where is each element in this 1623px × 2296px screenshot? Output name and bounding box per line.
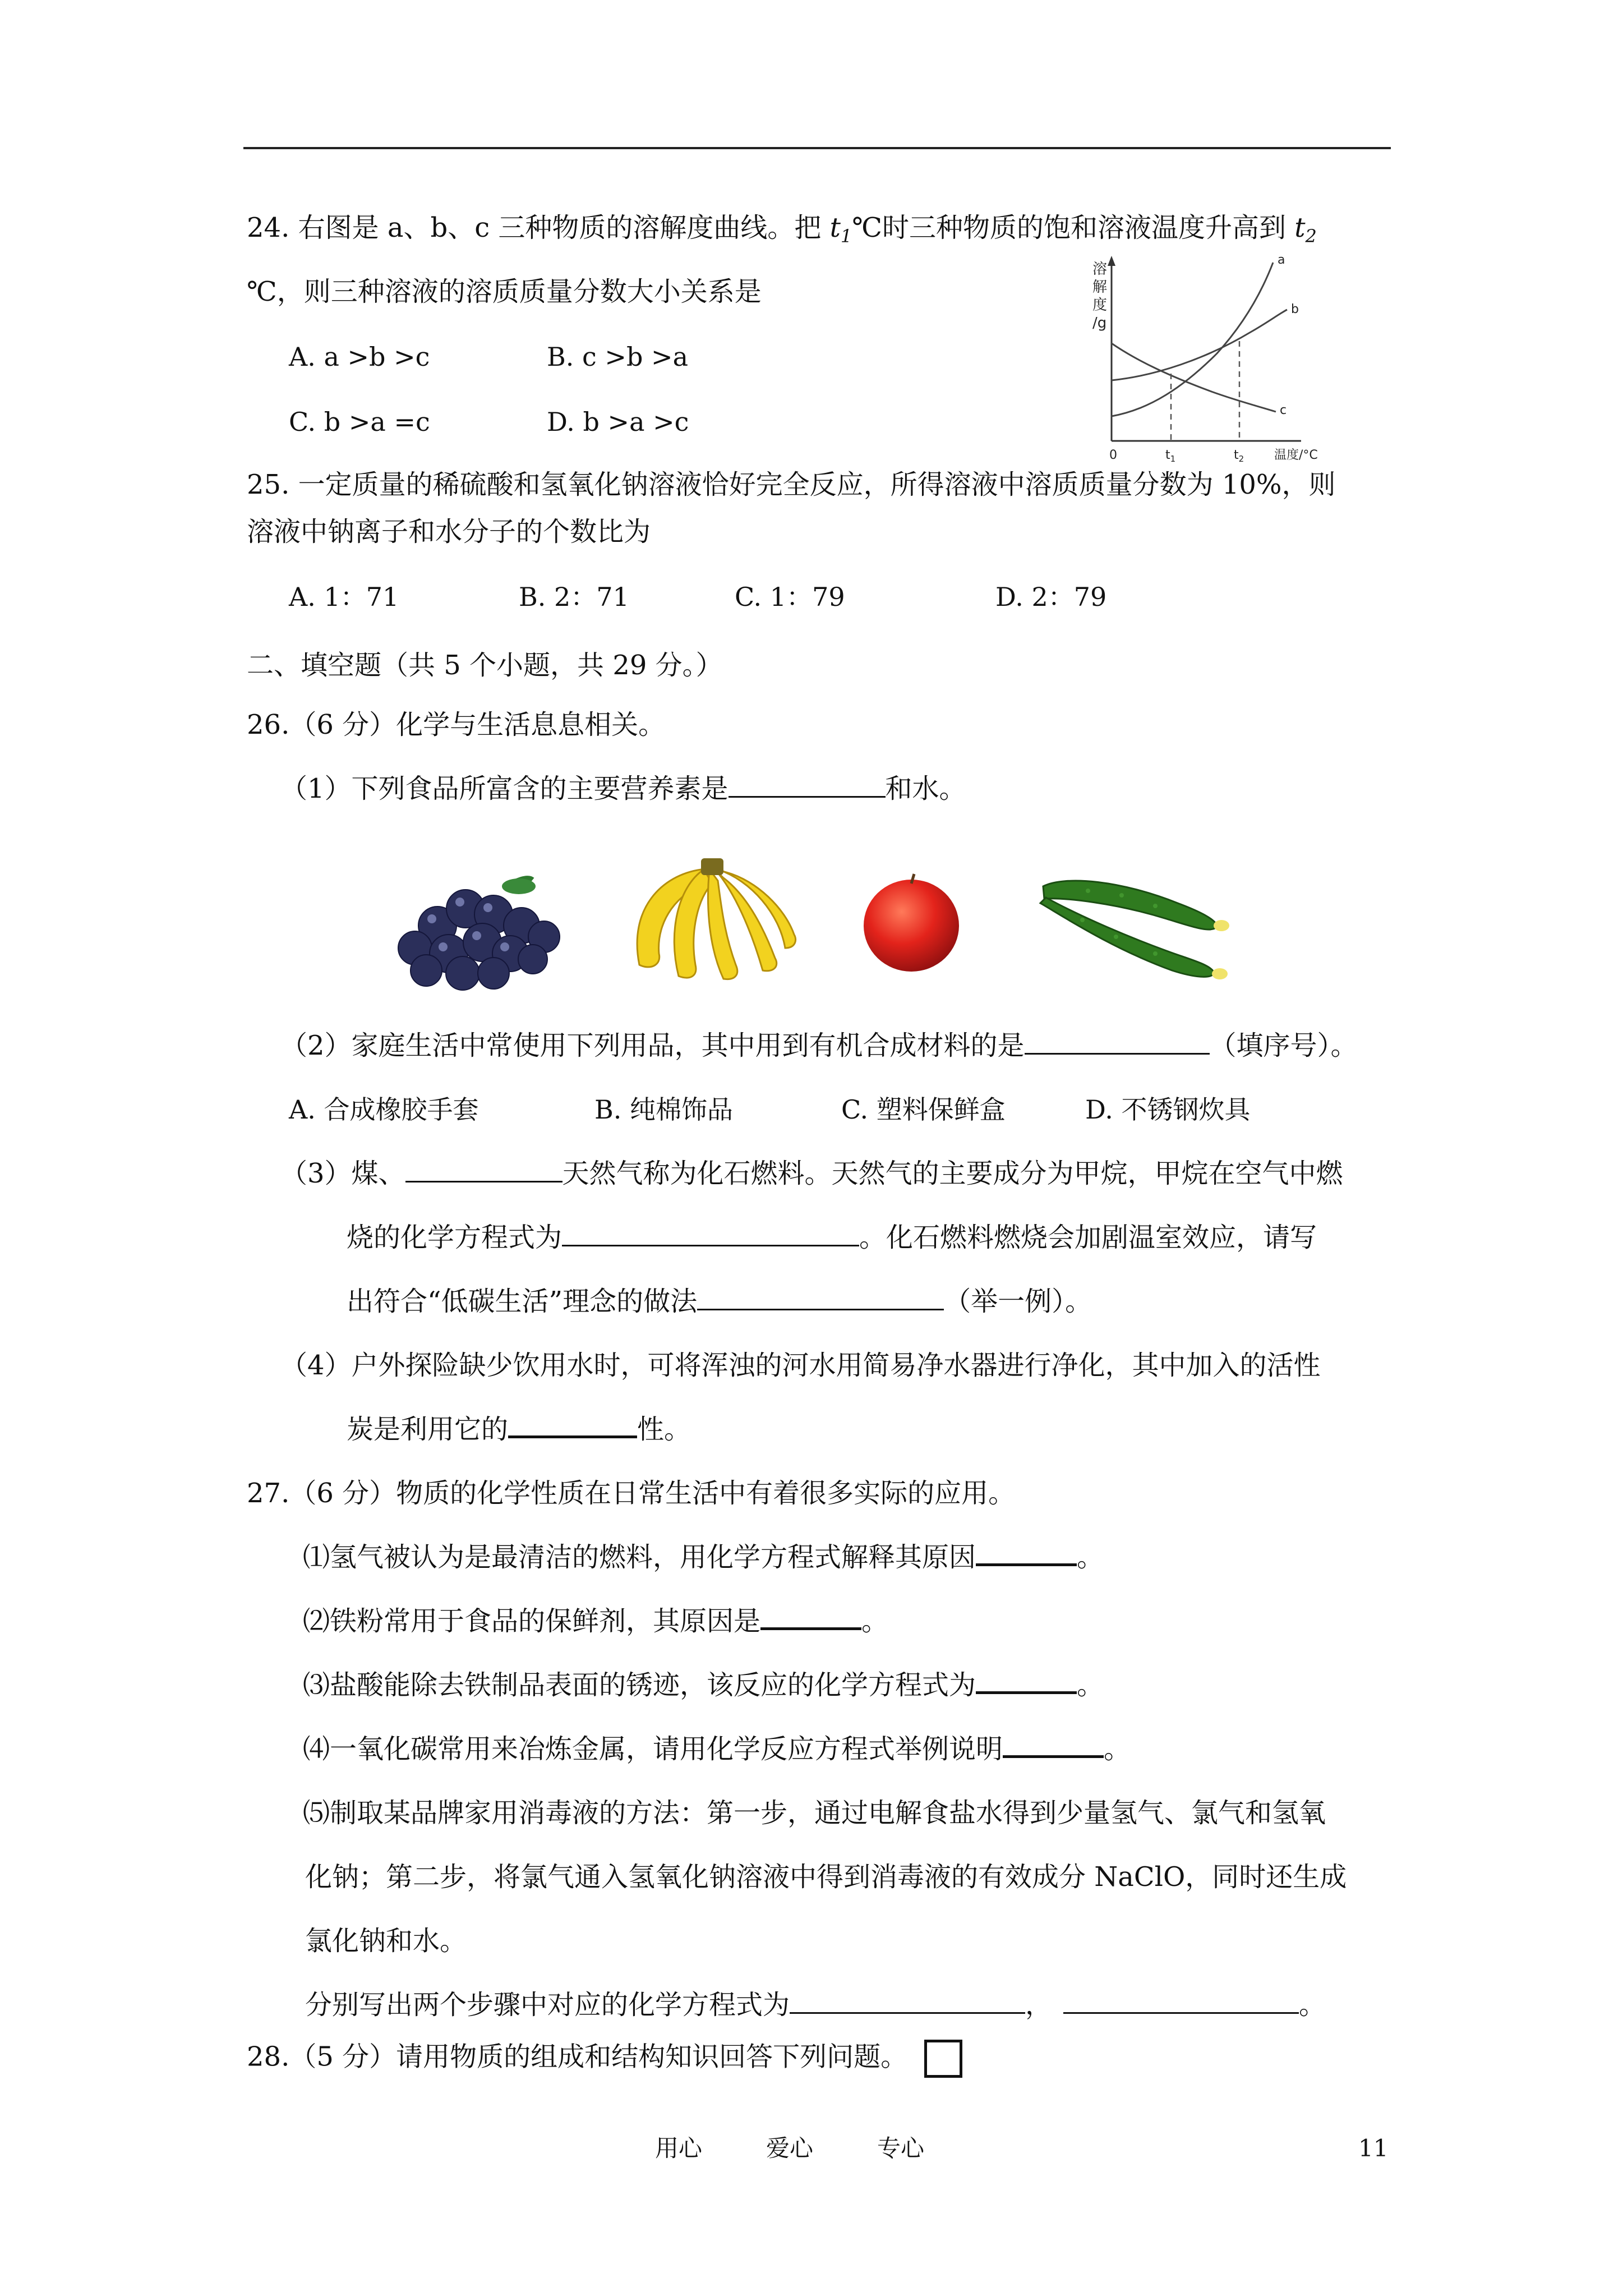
q26-part4-line1: （4）户外探险缺少饮用水时，可将浑浊的河水用简易净水器进行净化，其中加入的活性 — [280, 1350, 1321, 1381]
q27-blank-2[interactable] — [760, 1605, 861, 1630]
q26-blank-6[interactable] — [508, 1413, 637, 1438]
q27-blank-4[interactable] — [1003, 1733, 1104, 1758]
ylabel-char-3: 度 — [1092, 297, 1108, 314]
q25-line2: 溶液中钠离子和水分子的个数比为 — [247, 516, 651, 547]
q26-blank-2[interactable] — [1025, 1030, 1210, 1055]
q26-part3-line1: （3）煤、 天然气称为化石燃料。天然气的主要成分为甲烷，甲烷在空气中燃 — [280, 1158, 1343, 1189]
q24-option-b: B. c >b >a — [547, 342, 689, 372]
ylabel-char-2: 解 — [1092, 279, 1108, 296]
q24-line2: ℃，则三种溶液的溶质质量分数大小关系是 — [247, 276, 762, 307]
q26-intro: 26.（6 分）化学与生活息息相关。 — [247, 709, 666, 740]
q26-blank-5[interactable] — [697, 1286, 944, 1310]
section-heading: 二、填空题（共 5 个小题，共 29 分。） — [247, 650, 723, 681]
q27-item5-line2: 化钠；第二步，将氯气通入氢氧化钠溶液中得到消毒液的有效成分 NaClO，同时还生成 — [305, 1861, 1347, 1893]
apple-image — [858, 869, 965, 976]
q24-line1: 24. 右图是 a、b、c 三种物质的溶解度曲线。把 $t_1℃$时三种物质的饱和溶液温度升高到 $t_2$ — [247, 212, 1317, 247]
q27-blank-5[interactable] — [790, 1990, 1025, 2014]
footer-text-2: 爱心 — [766, 2134, 814, 2162]
ylabel-char-1: 溶 — [1092, 261, 1108, 278]
q26-option-d: D. 不锈钢炊具 — [1085, 1094, 1251, 1125]
solubility-chart — [1077, 247, 1346, 471]
header-rule — [243, 147, 1391, 149]
q27-item1: ⑴氢气被认为是最清洁的燃料，用化学方程式解释其原因 。 — [303, 1542, 1104, 1573]
grapes-image — [393, 864, 572, 993]
x-origin-label: 0 — [1109, 448, 1117, 462]
q26-option-b: B. 纯棉饰品 — [594, 1094, 734, 1125]
q26-option-c: C. 塑料保鲜盒 — [841, 1094, 1006, 1125]
q26-part3-line2: 烧的化学方程式为 。化石燃料燃烧会加剧温室效应，请写 — [347, 1222, 1317, 1253]
q27-intro: 27.（6 分）物质的化学性质在日常生活中有着很多实际的应用。 — [247, 1478, 1016, 1509]
curve-c-label: c — [1280, 403, 1287, 417]
x-tick-t1: $t_1$ — [1165, 448, 1176, 464]
q24-option-c: C. b >a =c — [289, 407, 430, 437]
q27-item4: ⑷一氧化碳常用来冶炼金属，请用化学反应方程式举例说明 。 — [303, 1733, 1131, 1765]
x-axis-label: 温度/°C — [1274, 448, 1318, 462]
footer-text-3: 专心 — [877, 2134, 925, 2162]
y-axis-arrow — [1108, 256, 1115, 266]
q27-item5-line4: 分别写出两个步骤中对应的化学方程式为 ， 。 — [305, 1989, 1326, 2021]
q26-part1: （1）下列食品所富含的主要营养素是 和水。 — [280, 773, 966, 804]
curve-a — [1112, 263, 1273, 416]
q27-item5-line3: 氯化钠和水。 — [305, 1925, 467, 1957]
curve-b-label: b — [1291, 302, 1299, 316]
q27-item2: ⑵铁粉常用于食品的保鲜剂，其原因是 。 — [303, 1605, 889, 1637]
q27-blank-3[interactable] — [976, 1669, 1077, 1694]
q26-part2: （2）家庭生活中常使用下列用品，其中用到有机合成材料的是 （填序号）。 — [280, 1030, 1358, 1061]
q25-line1: 25. 一定质量的稀硫酸和氢氧化钠溶液恰好完全反应，所得溶液中溶质质量分数为 10%，则 — [247, 469, 1336, 500]
y-axis-label — [1092, 261, 1107, 332]
q26-blank-4[interactable] — [562, 1222, 859, 1246]
q27-blank-1[interactable] — [976, 1541, 1077, 1566]
x-tick-t2: $t_2$ — [1234, 448, 1244, 464]
q24-option-a: A. a >b >c — [289, 342, 430, 372]
q27-item5-line1: ⑸制取某品牌家用消毒液的方法：第一步，通过电解食盐水得到少量氢气、氯气和氢氧 — [303, 1797, 1326, 1829]
q28-line: 28.（5 分）请用物质的组成和结构知识回答下列问题。 — [247, 2040, 962, 2078]
page-number: 11 — [1358, 2134, 1389, 2162]
ylabel-char-4: /g — [1092, 315, 1107, 332]
cucumbers-image — [1032, 864, 1245, 999]
q25-option-b: B. 2：71 — [519, 582, 629, 612]
q24-option-d: D. b >a >c — [547, 407, 689, 437]
q27-item3: ⑶盐酸能除去铁制品表面的锈迹，该反应的化学方程式为 。 — [303, 1669, 1104, 1701]
curve-c — [1112, 343, 1276, 412]
q26-part4-line2: 炭是利用它的 性。 — [347, 1414, 691, 1445]
answer-checkbox[interactable] — [924, 2040, 962, 2078]
q25-option-c: C. 1：79 — [735, 582, 845, 612]
q25-option-a: A. 1：71 — [289, 582, 399, 612]
curve-a-label: a — [1278, 253, 1285, 267]
footer-text-1: 用心 — [655, 2134, 703, 2162]
q26-blank-3[interactable] — [405, 1158, 562, 1182]
q26-blank-1[interactable] — [728, 774, 886, 798]
q26-part3-line3: 出符合“低碳生活”理念的做法 （举一例）。 — [347, 1286, 1092, 1317]
bananas-image — [617, 853, 802, 987]
q27-blank-6[interactable] — [1063, 1990, 1299, 2014]
q25-option-d: D. 2：79 — [995, 582, 1107, 612]
q26-option-a: A. 合成橡胶手套 — [289, 1094, 479, 1125]
